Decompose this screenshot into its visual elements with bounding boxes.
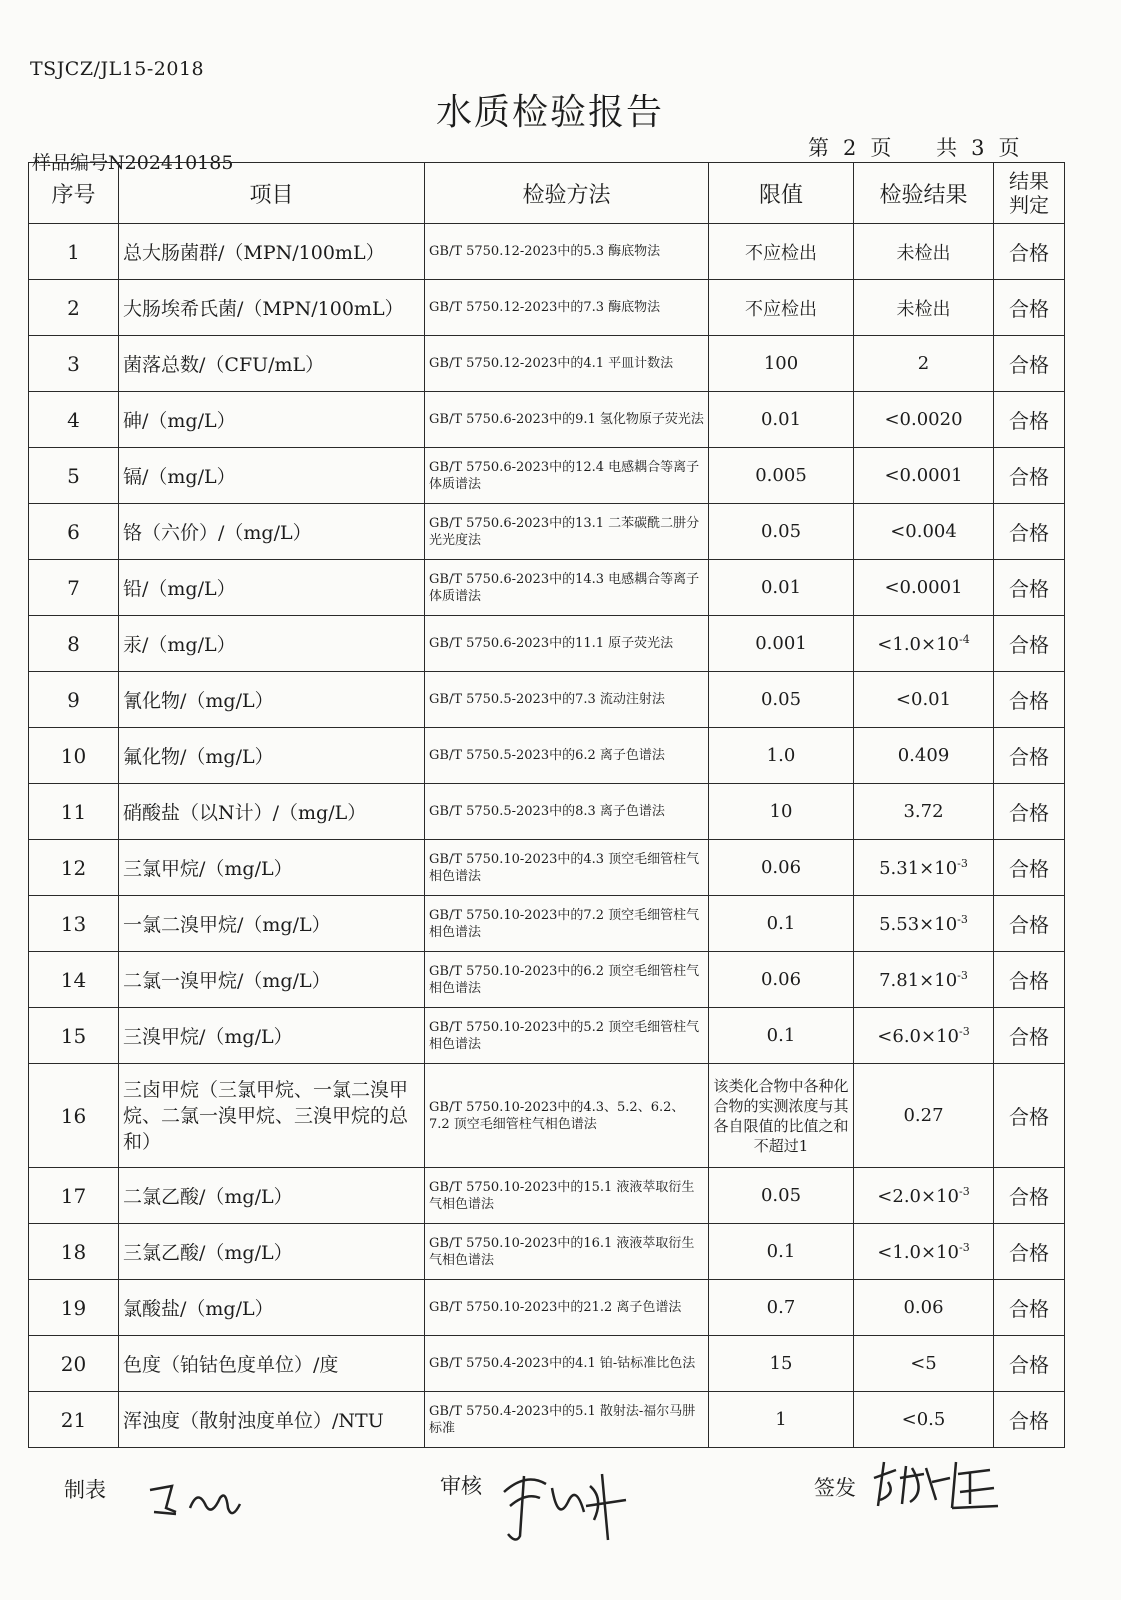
row-result-value: <0.0001 xyxy=(884,577,963,598)
row-result xyxy=(854,280,994,336)
table-row xyxy=(29,504,1065,560)
row-method: GB/T 5750.10-2023中的21.2 离子色谱法 xyxy=(425,1280,709,1336)
row-verdict: 合格 xyxy=(994,1008,1065,1064)
row-method: GB/T 5750.4-2023中的4.1 铂-钴标准比色法 xyxy=(425,1336,709,1392)
table-row xyxy=(29,1008,1065,1064)
row-number: 14 xyxy=(29,952,119,1008)
row-number: 20 xyxy=(29,1336,119,1392)
row-number: 7 xyxy=(29,560,119,616)
row-result-exponent: -3 xyxy=(958,1184,970,1198)
row-result-value: 0.06 xyxy=(903,1297,944,1318)
row-verdict: 合格 xyxy=(994,560,1065,616)
row-verdict: 合格 xyxy=(994,728,1065,784)
row-limit: 1.0 xyxy=(709,728,854,784)
row-verdict: 合格 xyxy=(994,952,1065,1008)
page-prefix: 第 xyxy=(808,136,829,160)
row-verdict: 合格 xyxy=(994,224,1065,280)
page-indicator xyxy=(808,132,1033,162)
row-result xyxy=(854,560,994,616)
row-item: 氟化物/（mg/L） xyxy=(119,728,425,784)
row-method: GB/T 5750.10-2023中的16.1 液液萃取衍生气相色谱法 xyxy=(425,1224,709,1280)
row-result-value: <2.0×10 xyxy=(877,1185,959,1207)
table-row xyxy=(29,1064,1065,1168)
row-item: 汞/（mg/L） xyxy=(119,616,425,672)
row-result-value: 未检出 xyxy=(896,242,951,264)
row-verdict: 合格 xyxy=(994,1336,1065,1392)
row-result-value: <0.5 xyxy=(901,1409,946,1430)
header-verdict-line2: 判定 xyxy=(1009,193,1049,217)
row-result-value: 2 xyxy=(917,353,930,374)
row-number: 6 xyxy=(29,504,119,560)
header-result: 检验结果 xyxy=(854,163,994,224)
row-result-value: 0.27 xyxy=(903,1105,944,1126)
row-limit: 10 xyxy=(709,784,854,840)
table-row xyxy=(29,1224,1065,1280)
row-result xyxy=(854,392,994,448)
row-verdict: 合格 xyxy=(994,1392,1065,1448)
row-result xyxy=(854,896,994,952)
row-method: GB/T 5750.12-2023中的7.3 酶底物法 xyxy=(425,280,709,336)
sample-number-label: 样品编号 xyxy=(32,152,109,174)
row-result-value: <0.0001 xyxy=(884,465,963,486)
row-method: GB/T 5750.6-2023中的9.1 氢化物原子荧光法 xyxy=(425,392,709,448)
row-method: GB/T 5750.12-2023中的4.1 平皿计数法 xyxy=(425,336,709,392)
table-row xyxy=(29,560,1065,616)
row-result xyxy=(854,1224,994,1280)
row-result-exponent: -4 xyxy=(958,632,970,646)
page-total-prefix: 共 xyxy=(936,136,958,160)
row-item: 色度（铂钴色度单位）/度 xyxy=(119,1336,425,1392)
issued-by-signature xyxy=(866,1448,1016,1528)
table-row xyxy=(29,1392,1065,1448)
row-number: 11 xyxy=(29,784,119,840)
row-method: GB/T 5750.10-2023中的6.2 顶空毛细管柱气相色谱法 xyxy=(425,952,709,1008)
row-result-exponent: -3 xyxy=(957,856,968,870)
row-result xyxy=(854,1168,994,1224)
reviewed-by-signature xyxy=(486,1462,636,1547)
row-limit: 0.01 xyxy=(709,392,854,448)
row-result xyxy=(854,1064,994,1168)
row-item: 氰化物/（mg/L） xyxy=(119,672,425,728)
table-row xyxy=(29,952,1065,1008)
row-method: GB/T 5750.5-2023中的6.2 离子色谱法 xyxy=(425,728,709,784)
row-limit: 不应检出 xyxy=(709,280,854,336)
prepared-by-signature xyxy=(146,1468,246,1528)
row-limit: 0.05 xyxy=(709,1168,854,1224)
header-verdict-line1: 结果 xyxy=(1009,169,1049,193)
row-result-value: 未检出 xyxy=(896,298,951,320)
row-limit: 该类化合物中各种化合物的实测浓度与其各自限值的比值之和不超过1 xyxy=(709,1064,854,1168)
row-result xyxy=(854,224,994,280)
table-row xyxy=(29,672,1065,728)
row-result-value: 0.409 xyxy=(897,745,950,766)
row-verdict: 合格 xyxy=(994,504,1065,560)
row-result xyxy=(854,784,994,840)
row-number: 19 xyxy=(29,1280,119,1336)
issued-by-label: 签发 xyxy=(814,1476,856,1500)
prepared-by-label: 制表 xyxy=(64,1478,106,1502)
table-row xyxy=(29,896,1065,952)
row-number: 10 xyxy=(29,728,119,784)
row-verdict: 合格 xyxy=(994,672,1065,728)
row-verdict: 合格 xyxy=(994,1064,1065,1168)
row-result-exponent: -3 xyxy=(958,1024,970,1038)
row-number: 3 xyxy=(29,336,119,392)
page-total-unit: 页 xyxy=(998,136,1020,160)
row-number: 18 xyxy=(29,1224,119,1280)
table-row xyxy=(29,840,1065,896)
row-result xyxy=(854,448,994,504)
row-result xyxy=(854,672,994,728)
table-row xyxy=(29,280,1065,336)
row-number: 5 xyxy=(29,448,119,504)
row-limit: 0.1 xyxy=(709,896,854,952)
row-number: 4 xyxy=(29,392,119,448)
row-item: 大肠埃希氏菌/（MPN/100mL） xyxy=(119,280,425,336)
table-row xyxy=(29,728,1065,784)
row-limit: 0.001 xyxy=(709,616,854,672)
row-item: 菌落总数/（CFU/mL） xyxy=(119,336,425,392)
table-row xyxy=(29,392,1065,448)
page-title: 水质检验报告 xyxy=(435,92,664,133)
row-verdict: 合格 xyxy=(994,616,1065,672)
row-method: GB/T 5750.5-2023中的8.3 离子色谱法 xyxy=(425,784,709,840)
row-result xyxy=(854,1280,994,1336)
row-limit: 0.01 xyxy=(709,560,854,616)
row-limit: 0.06 xyxy=(709,840,854,896)
table-row xyxy=(29,448,1065,504)
row-method: GB/T 5750.12-2023中的5.3 酶底物法 xyxy=(425,224,709,280)
row-number: 2 xyxy=(29,280,119,336)
row-result-value: <0.004 xyxy=(890,521,957,542)
row-limit: 0.1 xyxy=(709,1224,854,1280)
row-item: 浑浊度（散射浊度单位）/NTU xyxy=(119,1392,425,1448)
signature-row xyxy=(0,1462,1121,1552)
header-item: 项目 xyxy=(119,163,425,224)
row-method: GB/T 5750.5-2023中的7.3 流动注射法 xyxy=(425,672,709,728)
table-row xyxy=(29,1280,1065,1336)
row-verdict: 合格 xyxy=(994,1224,1065,1280)
row-limit: 0.005 xyxy=(709,448,854,504)
row-method: GB/T 5750.6-2023中的13.1 二苯碳酰二肼分光光度法 xyxy=(425,504,709,560)
row-item: 铅/（mg/L） xyxy=(119,560,425,616)
table-row xyxy=(29,224,1065,280)
row-result-value: 5.53×10 xyxy=(879,913,958,935)
document-code: TSJCZ/JL15-2018 xyxy=(30,58,205,80)
page-total: 3 xyxy=(971,136,985,160)
row-item: 砷/（mg/L） xyxy=(119,392,425,448)
row-method: GB/T 5750.10-2023中的4.3、5.2、6.2、7.2 顶空毛细管柱气相色谱法 xyxy=(425,1064,709,1168)
row-verdict: 合格 xyxy=(994,1168,1065,1224)
page-unit: 页 xyxy=(870,136,892,160)
row-result xyxy=(854,504,994,560)
page-current: 2 xyxy=(843,136,857,160)
row-number: 9 xyxy=(29,672,119,728)
row-result xyxy=(854,728,994,784)
sample-number-value: N202410185 xyxy=(108,152,234,174)
row-verdict: 合格 xyxy=(994,1280,1065,1336)
table-row xyxy=(29,336,1065,392)
row-method: GB/T 5750.10-2023中的15.1 液液萃取衍生气相色谱法 xyxy=(425,1168,709,1224)
row-limit: 15 xyxy=(709,1336,854,1392)
row-item: 氯酸盐/（mg/L） xyxy=(119,1280,425,1336)
row-item: 铬（六价）/（mg/L） xyxy=(119,504,425,560)
row-result-value: <1.0×10 xyxy=(877,1241,959,1263)
row-result-value: 3.72 xyxy=(903,801,944,822)
results-table xyxy=(28,162,1065,1448)
row-verdict: 合格 xyxy=(994,448,1065,504)
row-result-exponent: -3 xyxy=(957,968,968,982)
row-result-value: <0.01 xyxy=(895,689,952,710)
row-number: 13 xyxy=(29,896,119,952)
row-number: 15 xyxy=(29,1008,119,1064)
row-result xyxy=(854,840,994,896)
row-limit: 0.06 xyxy=(709,952,854,1008)
row-result xyxy=(854,1008,994,1064)
row-method: GB/T 5750.4-2023中的5.1 散射法-福尔马肼标准 xyxy=(425,1392,709,1448)
row-limit: 0.05 xyxy=(709,504,854,560)
row-item: 二氯一溴甲烷/（mg/L） xyxy=(119,952,425,1008)
row-result xyxy=(854,616,994,672)
row-number: 1 xyxy=(29,224,119,280)
reviewed-by-label: 审核 xyxy=(440,1474,482,1498)
row-number: 8 xyxy=(29,616,119,672)
row-verdict: 合格 xyxy=(994,896,1065,952)
row-item: 三氯乙酸/（mg/L） xyxy=(119,1224,425,1280)
row-number: 21 xyxy=(29,1392,119,1448)
row-number: 12 xyxy=(29,840,119,896)
row-result xyxy=(854,336,994,392)
row-result-value: <5 xyxy=(910,1353,937,1374)
row-result-exponent: -3 xyxy=(957,912,968,926)
table-row xyxy=(29,1336,1065,1392)
row-method: GB/T 5750.10-2023中的4.3 顶空毛细管柱气相色谱法 xyxy=(425,840,709,896)
header-limit: 限值 xyxy=(709,163,854,224)
row-verdict: 合格 xyxy=(994,392,1065,448)
row-limit: 0.05 xyxy=(709,672,854,728)
row-item: 三卤甲烷（三氯甲烷、一氯二溴甲烷、二氯一溴甲烷、三溴甲烷的总和） xyxy=(119,1064,425,1168)
row-method: GB/T 5750.6-2023中的14.3 电感耦合等离子体质谱法 xyxy=(425,560,709,616)
row-limit: 不应检出 xyxy=(709,224,854,280)
row-result-value: <0.0020 xyxy=(884,409,963,430)
row-method: GB/T 5750.6-2023中的11.1 原子荧光法 xyxy=(425,616,709,672)
row-limit: 100 xyxy=(709,336,854,392)
row-verdict: 合格 xyxy=(994,840,1065,896)
row-result-exponent: -3 xyxy=(958,1240,970,1254)
row-limit: 0.7 xyxy=(709,1280,854,1336)
row-item: 三氯甲烷/（mg/L） xyxy=(119,840,425,896)
row-item: 一氯二溴甲烷/（mg/L） xyxy=(119,896,425,952)
row-result-value: 5.31×10 xyxy=(879,857,958,879)
row-method: GB/T 5750.10-2023中的7.2 顶空毛细管柱气相色谱法 xyxy=(425,896,709,952)
row-result xyxy=(854,1392,994,1448)
row-number: 16 xyxy=(29,1064,119,1168)
header-no: 序号 xyxy=(29,163,119,224)
row-result-value: <1.0×10 xyxy=(877,633,959,655)
row-verdict: 合格 xyxy=(994,336,1065,392)
row-limit: 1 xyxy=(709,1392,854,1448)
row-result xyxy=(854,952,994,1008)
row-result xyxy=(854,1336,994,1392)
row-limit: 0.1 xyxy=(709,1008,854,1064)
row-method: GB/T 5750.6-2023中的12.4 电感耦合等离子体质谱法 xyxy=(425,448,709,504)
row-item: 镉/（mg/L） xyxy=(119,448,425,504)
header-method: 检验方法 xyxy=(425,163,709,224)
table-header-row xyxy=(29,163,1065,224)
row-result-value: <6.0×10 xyxy=(877,1025,959,1047)
row-result-value: 7.81×10 xyxy=(879,969,958,991)
row-item: 二氯乙酸/（mg/L） xyxy=(119,1168,425,1224)
row-item: 三溴甲烷/（mg/L） xyxy=(119,1008,425,1064)
row-number: 17 xyxy=(29,1168,119,1224)
header-verdict xyxy=(994,163,1065,224)
table-row xyxy=(29,616,1065,672)
row-item: 总大肠菌群/（MPN/100mL） xyxy=(119,224,425,280)
row-item: 硝酸盐（以N计）/（mg/L） xyxy=(119,784,425,840)
table-row xyxy=(29,784,1065,840)
row-verdict: 合格 xyxy=(994,784,1065,840)
row-method: GB/T 5750.10-2023中的5.2 顶空毛细管柱气相色谱法 xyxy=(425,1008,709,1064)
table-row xyxy=(29,1168,1065,1224)
row-verdict: 合格 xyxy=(994,280,1065,336)
